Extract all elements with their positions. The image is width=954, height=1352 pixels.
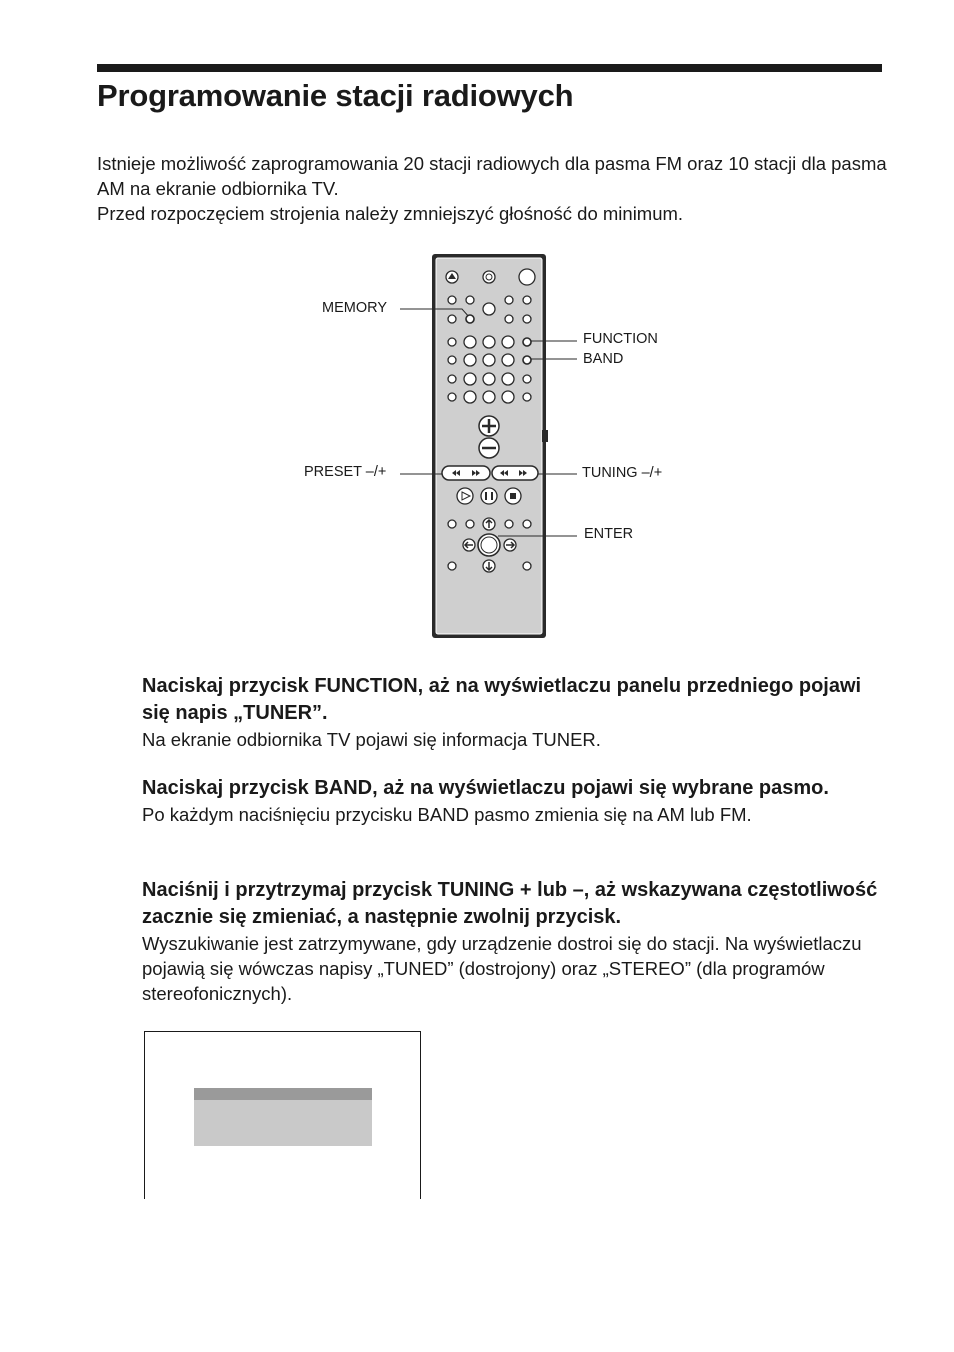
stop-button (505, 488, 521, 504)
callout-memory: MEMORY (322, 300, 387, 316)
remote-body (436, 258, 542, 634)
arrow-buttons (463, 518, 516, 572)
step-heading: Naciśnij i przytrzymaj przycisk TUNING + lub –, aż wskazywana częstotliwość zacznie się zmieniać, a następnie zwolnij przycisk. (142, 879, 878, 928)
page-title: Programowanie stacji radiowych (97, 78, 574, 113)
button-grid-numeric (448, 336, 531, 403)
preset-buttons (442, 466, 490, 480)
volume-plus-button (479, 416, 499, 436)
eject-icon (448, 273, 456, 279)
step-heading: Naciskaj przycisk BAND, aż na wyświetlaczu pojawi się wybrane pasmo. (142, 777, 829, 799)
step-heading: Naciskaj przycisk FUNCTION, aż na wyświetlaczu panelu przedniego pojawi się napis „TUNER”. (142, 675, 862, 724)
function-button (523, 338, 531, 346)
memory-button (466, 315, 474, 323)
band-button (523, 356, 531, 364)
tv-button (483, 271, 495, 283)
callout-lines (400, 309, 577, 536)
callout-enter: ENTER (584, 526, 634, 542)
button-grid-upper (448, 296, 531, 323)
intro-text (97, 151, 897, 226)
power-button (519, 269, 535, 285)
enter-button (478, 534, 500, 556)
top-rule (97, 64, 882, 72)
step-3 (142, 877, 887, 1006)
tv-osd-panel (194, 1088, 372, 1146)
skip-icons (451, 470, 527, 476)
step-1 (142, 673, 887, 752)
step-body: Po każdym naciśnięciu przycisku BAND pasmo zmienia się na AM lub FM. (142, 804, 752, 825)
callout-band: BAND (583, 351, 624, 367)
step-body: Wyszukiwanie jest zatrzymywane, gdy urządzenie dostroi się do stacji. Na wyświetlaczu pojawią się wówczas napisy „TUNED” (dostrojony) oraz „STEREO” (dla programów stereofonicznych). (142, 933, 862, 1004)
tv-osd-title-bar (194, 1088, 372, 1100)
intro-paragraph: Przed rozpoczęciem strojenia należy zmniejszyć głośność do minimum. (97, 203, 684, 224)
intro-paragraph: Istnieje możliwość zaprogramowania 20 stacji radiowych dla pasma FM oraz 10 stacji dla pasma AM na ekranie odbiornika TV. (97, 153, 887, 199)
button-grid-lower (448, 520, 531, 570)
tv-screen-illustration (144, 1031, 421, 1199)
step-body: Na ekranie odbiornika TV pojawi się informacja TUNER. (142, 729, 601, 750)
play-button (457, 488, 473, 504)
plus-icon (482, 419, 496, 433)
step-2 (142, 775, 887, 827)
pause-icon (486, 492, 492, 500)
remote-outline (432, 254, 546, 638)
enter-icon (481, 537, 497, 553)
callout-preset: PRESET –/+ (304, 464, 387, 480)
volume-minus-button (479, 438, 499, 458)
pause-button (481, 488, 497, 504)
tuning-buttons (492, 466, 538, 480)
callout-function: FUNCTION (583, 331, 658, 347)
callout-tuning: TUNING –/+ (582, 465, 663, 481)
tv-icon (486, 274, 492, 280)
eject-button (446, 271, 458, 283)
stop-icon (510, 493, 516, 499)
play-icon (462, 492, 470, 500)
remote-side-switch (542, 430, 548, 442)
